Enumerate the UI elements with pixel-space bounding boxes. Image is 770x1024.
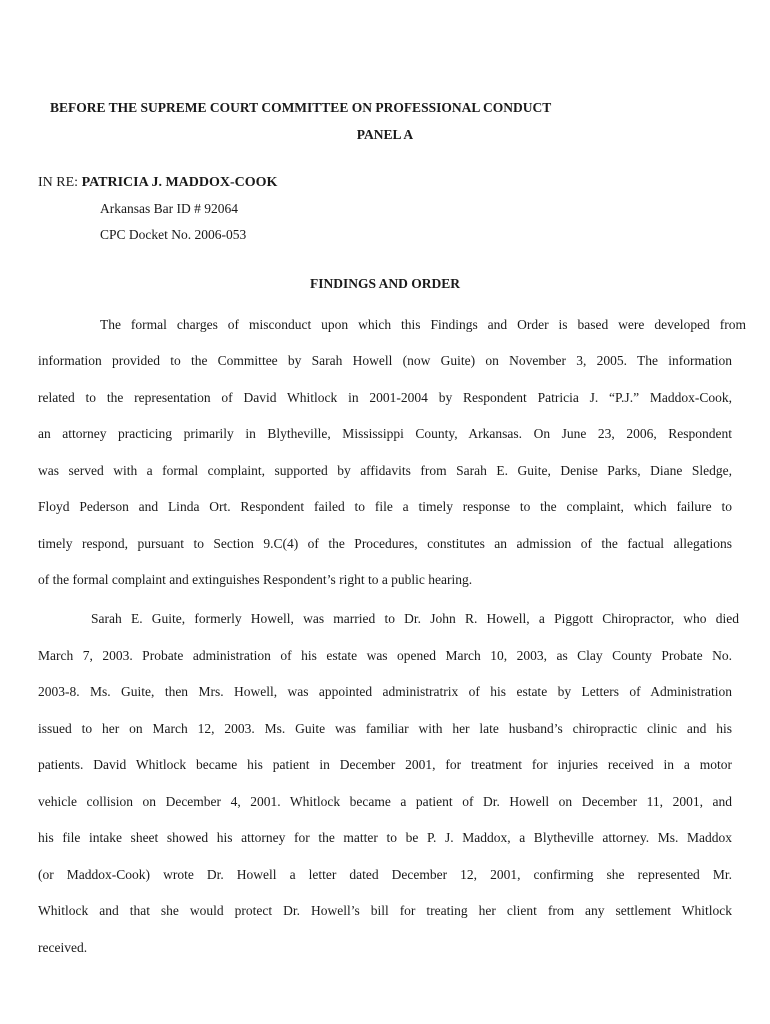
- paragraph-line: his file intake sheet showed his attorney for the matter to be P. J. Maddox, a Blytheville attorney. Ms. Maddox: [38, 830, 732, 845]
- paragraph-line: patients. David Whitlock became his patient in December 2001, for treatment for injuries received in a motor: [38, 757, 732, 772]
- paragraph-line: (or Maddox-Cook) wrote Dr. Howell a letter dated December 12, 2001, confirming she represented Mr.: [38, 867, 732, 882]
- paragraph-line: March 7, 2003. Probate administration of his estate was opened March 10, 2003, as Clay County Probate No.: [38, 648, 732, 663]
- paragraph-line: information provided to the Committee by Sarah Howell (now Guite) on November 3, 2005. The information: [38, 353, 732, 368]
- paragraph-line: vehicle collision on December 4, 2001. Whitlock became a patient of Dr. Howell on December 11, 2001, and: [38, 794, 732, 809]
- paragraph-line: Sarah E. Guite, formerly Howell, was married to Dr. John R. Howell, a Piggott Chiropractor, who died: [91, 611, 739, 626]
- paragraph-line: timely respond, pursuant to Section 9.C(4) of the Procedures, constitutes an admission of the factual allegations: [38, 536, 732, 551]
- section-title: FINDINGS AND ORDER: [309, 276, 461, 291]
- in-re-line: [38, 175, 277, 191]
- paragraph-line: was served with a formal complaint, supported by affidavits from Sarah E. Guite, Denise Parks, Diane Sledge,: [38, 463, 732, 478]
- paragraph-line: of the formal complaint and extinguishes Respondent’s right to a public hearing.: [38, 572, 473, 587]
- panel-title: PANEL A: [356, 127, 414, 142]
- bar-id: Arkansas Bar ID # 92064: [100, 201, 238, 216]
- paragraph-line: issued to her on March 12, 2003. Ms. Guite was familiar with her late husband’s chiropractic clinic and his: [38, 721, 732, 736]
- paragraph-line: received.: [38, 940, 88, 955]
- paragraph-line: Whitlock and that she would protect Dr. Howell’s bill for treating her client from any settlement Whitlock: [38, 903, 732, 918]
- paragraph-line: an attorney practicing primarily in Blytheville, Mississippi County, Arkansas. On June 23, 2006, Respondent: [38, 426, 732, 441]
- docket-number: CPC Docket No. 2006-053: [100, 227, 247, 242]
- court-title: BEFORE THE SUPREME COURT COMMITTEE ON PROFESSIONAL CONDUCT: [50, 100, 552, 115]
- paragraph-line: Floyd Pederson and Linda Ort. Respondent failed to file a timely response to the complaint, which failure to: [38, 499, 732, 514]
- paragraph-line: 2003-8. Ms. Guite, then Mrs. Howell, was appointed administratrix of his estate by Letters of Administration: [38, 684, 732, 699]
- respondent-name: PATRICIA J. MADDOX-COOK: [81, 175, 278, 190]
- paragraph-line: related to the representation of David Whitlock in 2001-2004 by Respondent Patricia J. “P.J.” Maddox-Cook,: [38, 390, 732, 405]
- paragraph-line: The formal charges of misconduct upon which this Findings and Order is based were developed from: [100, 317, 746, 332]
- in-re-label: IN RE:: [38, 175, 79, 190]
